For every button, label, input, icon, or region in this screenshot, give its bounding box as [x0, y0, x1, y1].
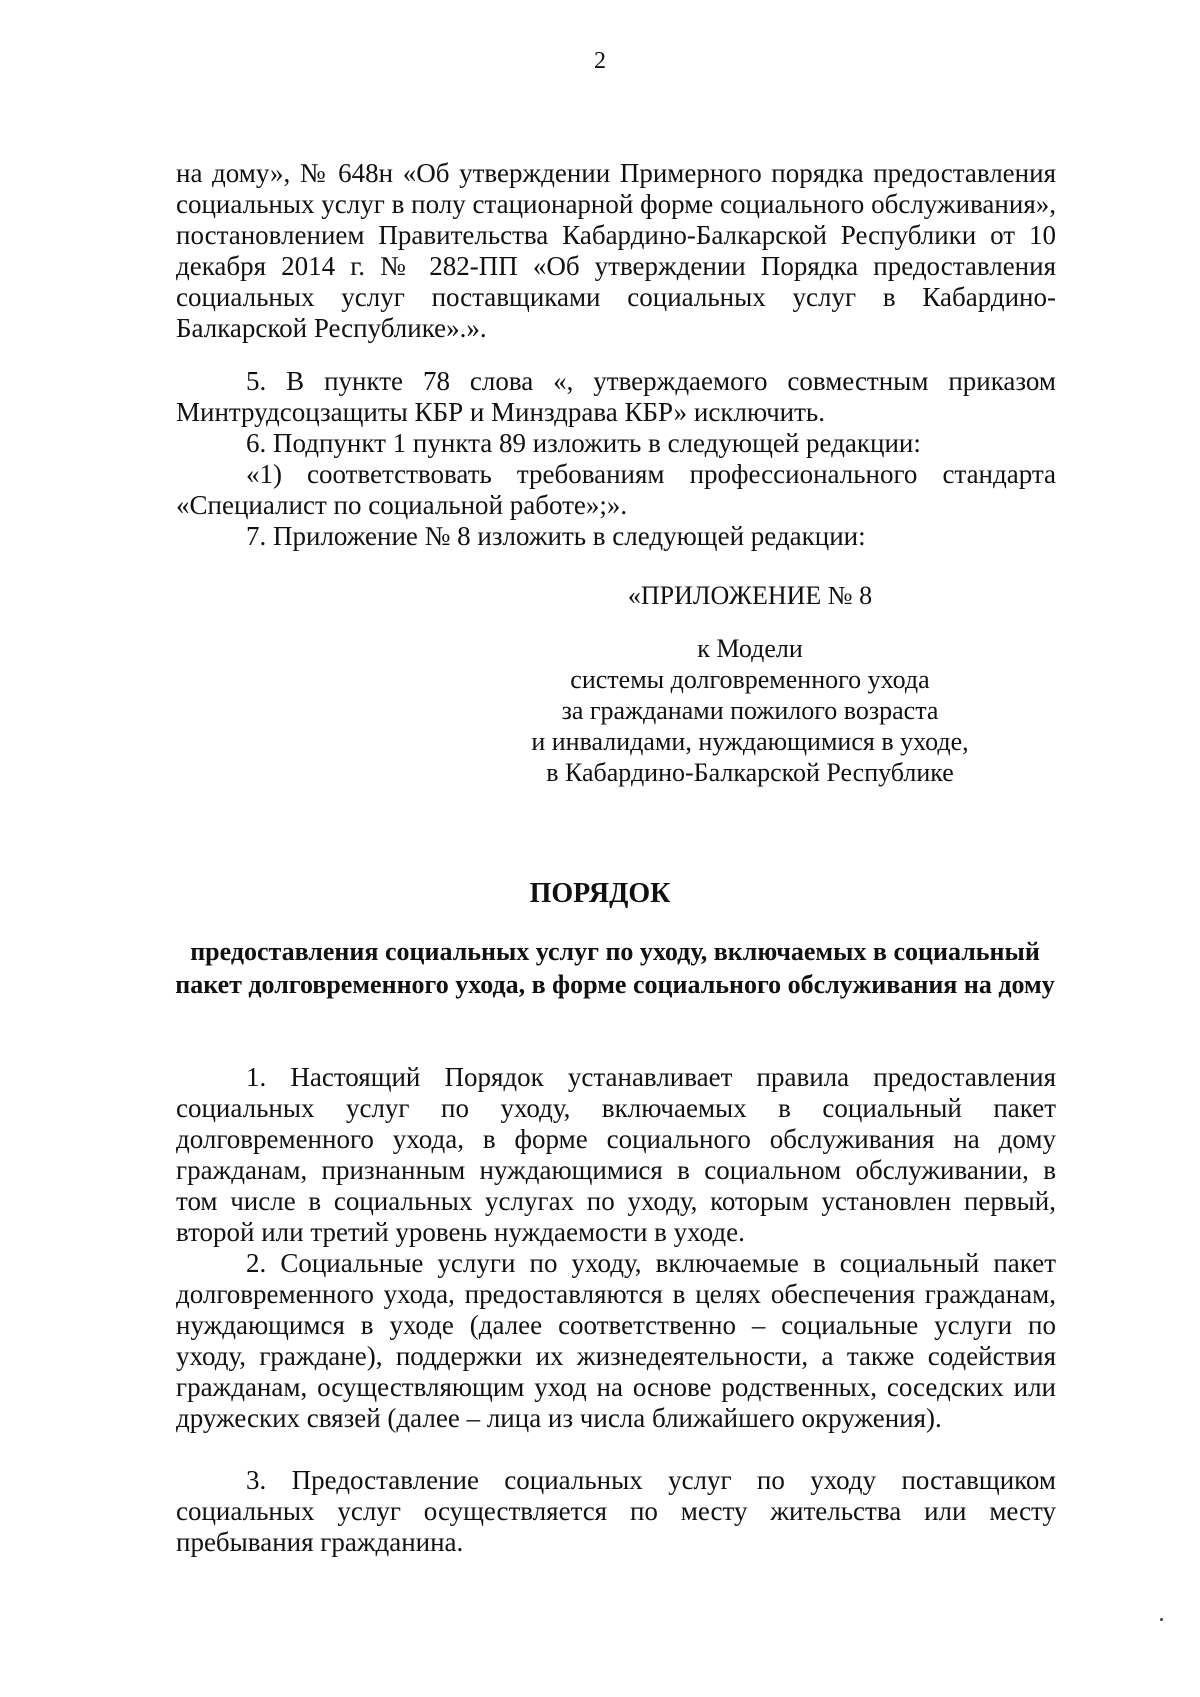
- amendment-item-5: 5. В пункте 78 слова «, утверждаемого совместным приказом Минтрудсоцзащиты КБР и Минздрава КБР» исключить.: [176, 366, 1056, 427]
- document-title: ПОРЯДОК: [529, 878, 671, 909]
- appendix-line: в Кабардино-Балкарской Республике: [546, 758, 954, 787]
- clause-1: 1. Настоящий Порядок устанавливает правила предоставления социальных услуг по уходу, включаемых в социальный пакет долговременного ухода, в форме социального обслуживания на дому гражданам, признанным нуждающимися в социальном обслуживании, в том числе в социальных услугах по уходу, которым установлен первый, второй или третий уровень нуждаемости в уходе.: [176, 1062, 1056, 1247]
- appendix-block: [490, 580, 1010, 788]
- appendix-line: за гражданами пожилого возраста: [561, 696, 939, 725]
- appendix-line: и инвалидами, нуждающимися в уходе,: [531, 727, 969, 756]
- clause-2: 2. Социальные услуги по уходу, включаемые в социальный пакет долговременного ухода, предоставляются в целях обеспечения гражданам, нуждающимся в уходе (далее соответственно – социальные услуги по уходу, граждане), поддержки их жизнедеятельности, а также содействия гражданам, осуществляющим уход на основе родственных, соседских или дружеских связей (далее – лица из числа ближайшего окружения).: [176, 1248, 1056, 1433]
- amendment-item-6: 6. Подпункт 1 пункта 89 изложить в следующей редакции:: [246, 428, 921, 458]
- page-number: 2: [594, 48, 606, 74]
- scan-speck: [1160, 1618, 1163, 1621]
- appendix-line: к Модели: [697, 634, 803, 663]
- document-subtitle: предоставления социальных услуг по уходу, включаемых в социальный пакет долговременного ухода, в форме социального обслуживания на дому: [175, 937, 1055, 999]
- clause-3: 3. Предоставление социальных услуг по уходу поставщиком социальных услуг осуществляется по месту жительства или месту пребывания гражданина.: [176, 1465, 1056, 1557]
- amendment-subitem-1: «1) соответствовать требованиям профессионального стандарта «Специалист по социальной работе»;».: [176, 459, 1056, 520]
- appendix-line: системы долговременного ухода: [570, 665, 930, 694]
- appendix-heading: «ПРИЛОЖЕНИЕ № 8: [627, 581, 873, 610]
- amendment-item-7: 7. Приложение № 8 изложить в следующей редакции:: [246, 521, 866, 551]
- intro-paragraph: на дому», № 648н «Об утверждении Примерного порядка предоставления социальных услуг в полу стационарной форме социального обслуживания», постановлением Правительства Кабардино-Балкарской Республики от 10 декабря 2014 г. № 282-ПП «Об утверждении Порядка предоставления социальных услуг поставщиками социальных услуг в Кабардино-Балкарской Республике».».: [176, 158, 1056, 343]
